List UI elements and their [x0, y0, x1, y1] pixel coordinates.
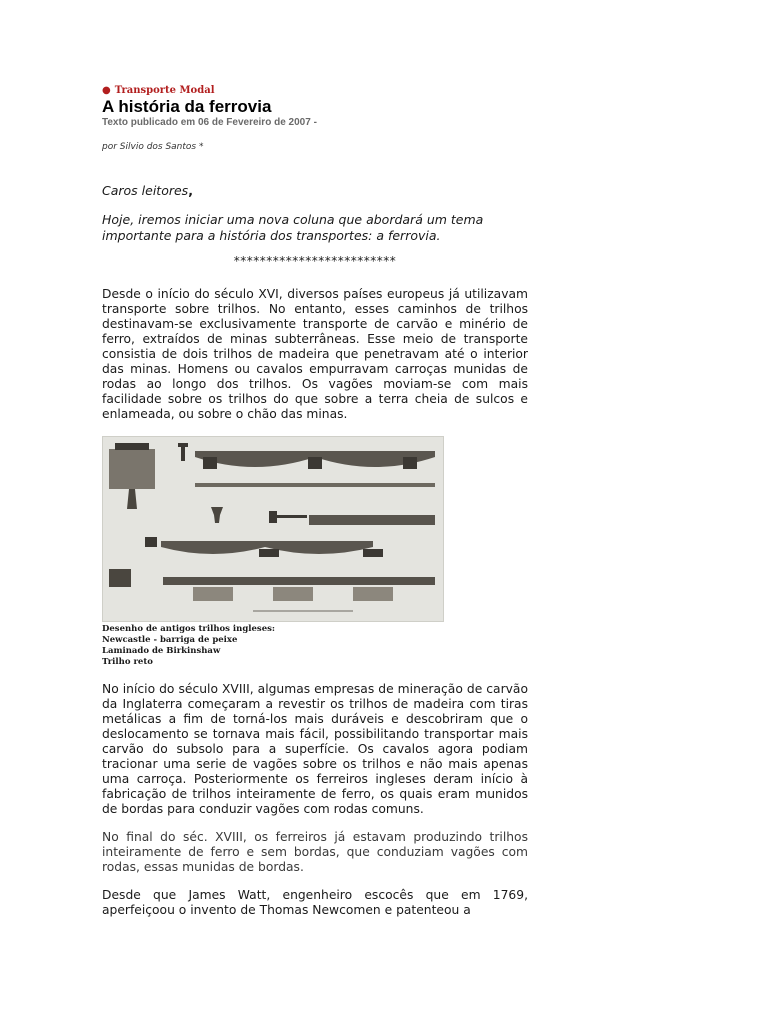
chair-4 — [145, 537, 157, 547]
sleeper-3 — [193, 587, 233, 601]
paragraph-3: No final do séc. XVIII, os ferreiros já estavam produzindo trilhos inteiramente de ferro e sem bordas, que conduziam vagões com rodas, essas munidas de bordas. — [102, 830, 528, 874]
separator: ************************* — [233, 254, 397, 268]
category-text[interactable]: Transporte Modal — [114, 85, 215, 96]
greeting — [102, 183, 528, 199]
author-byline: por Silvio dos Santos * — [102, 142, 204, 152]
chair-2 — [308, 457, 322, 469]
sleeper-5 — [353, 587, 393, 601]
publish-date: Texto publicado em 06 de Fevereiro de 2007 - — [102, 117, 317, 128]
bolt — [277, 515, 307, 518]
category-label[interactable] — [102, 84, 528, 97]
figure-caption — [102, 624, 528, 668]
article-title: A história da ferrovia — [102, 97, 272, 116]
paragraph-2: No início do século XVIII, algumas empresas de mineração de carvão da Inglaterra começaram a revestir os trilhos de madeira com tiras metálicas a fim de torná-los mais duráveis e descobriram que o deslocamento se tornava mais fácil, possibilitando transportar mais carvão do subsolo para a superfície. Os cavalos agora podiam tracionar uma serie de vagões sobre os trilhos e não mais apenas uma carroça. Posteriormente os ferreiros ingleses deram início à fabricação de trilhos inteiramente de ferro, os quais eram munidos de bordas para conduzir vagões com rodas comuns. — [102, 682, 528, 816]
spike — [181, 445, 185, 461]
caption-line-4: Trilho reto — [102, 657, 153, 667]
greeting-punct: , — [188, 183, 193, 198]
greeting-text: Caros leitores — [102, 183, 189, 198]
stone-chair — [109, 569, 131, 587]
stone-block — [109, 449, 155, 489]
clip — [269, 511, 277, 523]
rail-cap — [115, 443, 149, 450]
paragraph-1: Desde o início do século XVI, diversos países europeus já utilizavam transporte sobre trilhos. No entanto, esses caminhos de trilhos destinavam-se exclusivamente transporte de carvão e minério de ferro, extraídos de minas subterrâneas. Esse meio de transporte consistia de dois trilhos de madeira que penetravam até o interior das minas. Homens ou cavalos empurravam carroças munidas de rodas ao longo dos trilhos. Os vagões moviam-se com mais facilidade sobre os trilhos do que sobre a terra cheia de sulcos e enlameada, ou sobre o chão das minas. — [102, 287, 528, 421]
caption-line-2: Newcastle - barriga de peixe — [102, 635, 238, 645]
spike-head — [178, 443, 188, 447]
rail-web — [127, 489, 137, 509]
caption-line-3: Laminado de Birkinshaw — [102, 646, 221, 656]
sleeper-4 — [273, 587, 313, 601]
straight-rail — [309, 515, 435, 525]
laminated-rail — [163, 577, 435, 585]
paragraph-4: Desde que James Watt, engenheiro escocês que em 1769, aperfeiçoou o invento de Thomas Newcomen e patenteou a — [102, 888, 528, 917]
sleeper-2 — [363, 549, 383, 557]
sleeper-1 — [259, 549, 279, 557]
chair-3 — [403, 457, 417, 469]
rail-drawing-svg — [103, 437, 443, 621]
bullet-icon: ● — [102, 85, 111, 96]
article — [102, 84, 528, 918]
caption-line-1: Desenho de antigos trilhos ingleses: — [102, 624, 276, 634]
chair-1 — [203, 457, 217, 469]
rail-drawing-image — [102, 436, 444, 622]
intro-text: Hoje, iremos iniciar uma nova coluna que abordará um tema importante para a história dos transportes: a ferrovia. — [102, 212, 484, 243]
rail-section — [211, 507, 223, 523]
